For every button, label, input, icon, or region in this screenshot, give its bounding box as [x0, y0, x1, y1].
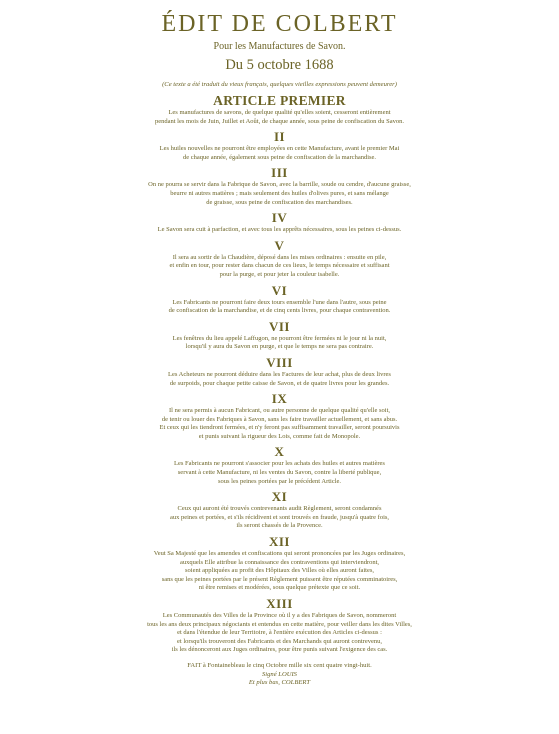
article-line: beurre ni autres matières ; mais seulement des huiles d'olives pures, et sans mélange — [170, 189, 389, 197]
article-line: Les huiles nouvelles ne pourront être employées en cette Manufacture, avant le premier Mai — [159, 145, 400, 153]
article-text — [10, 109, 549, 126]
article-number: XII — [268, 534, 290, 550]
article-line: de tenir ou louer des Fabriques à Savon, sans les faire travailler actuellement, et sans abus. — [161, 415, 398, 423]
article-line: ils les dénonceront aux Juges ordinaires, pour être punis suivant l'exigence des cas. — [171, 646, 388, 654]
article-text — [10, 226, 549, 235]
article-text — [10, 335, 549, 352]
article-line: soient appliquées au profit des Hôpitaux des Villes où elles auront faites, — [184, 567, 375, 575]
article — [10, 211, 549, 235]
article-line: lorsqu'il y aura du Savon en purge, et que le temps ne sera pas contraire. — [185, 343, 374, 351]
document-subtitle: Pour les Manufactures de Savon. — [213, 41, 346, 52]
article-text — [10, 371, 549, 388]
article-line: Il sera au sortir de la Chaudière, déposé dans les mises ordinaires : ensuite en pile, — [172, 253, 387, 261]
article-text — [10, 460, 549, 486]
bottom-fade — [0, 698, 559, 734]
translation-note: (Ce texte a été traduit du vieux français, quelques vieilles expressions peuvent demeurer) — [162, 81, 397, 88]
article-line: Le Savon sera cuit à parfaction, et avec tous les apprêts nécessaires, sous les peines ci-dessus. — [157, 226, 402, 234]
article-line: Il ne sera permis à aucun Fabricant, ou autre personne de quelque qualité qu'elle soit, — [168, 407, 390, 415]
article-line: Et ceux qui les tiendront fermées, et n'y feront pas suffisamment travailler, seront poursuivis — [159, 424, 400, 432]
article — [10, 597, 549, 655]
article-line: sous les peines portées par le précédent Article. — [217, 477, 342, 485]
article-line: pendant les mois de Juin, Juillet et Août, de chaque année, sous peine de confiscation du Savon. — [154, 117, 405, 125]
article-line: Les manufactures de savons, de quelque qualité qu'elles soient, cesseront entièrement — [168, 109, 391, 116]
article-line: de chaque année, également sous peine de confiscation de la marchandise. — [182, 153, 377, 161]
article-number: II — [273, 129, 286, 145]
article-line: de surpoids, pour chaque petite caisse de Savon, et de quatre livres pour les grandes. — [169, 379, 390, 387]
article-line: Les Fabricants ne pourront faire deux tours ensemble l'une dans l'autre, sous peine — [172, 298, 387, 306]
article — [10, 130, 549, 162]
article — [10, 284, 549, 316]
article-text — [10, 145, 549, 162]
article-line: sans que les peines portées par le présent Règlement puissent être réputées comminatoires, — [161, 575, 398, 583]
article-number: XIII — [266, 596, 293, 611]
article-line: Les Communautés des Villes de la Province où il y a des Fabriques de Savon, nommeront — [162, 612, 397, 619]
article-line: tous les ans deux principaux négociants et entendus en cette matière, pour veiller dans les dites Villes, — [147, 620, 412, 628]
article-number: XI — [271, 489, 288, 505]
article-line: auxquels Elle attribue la connaissance des contraventions qui interviendront, — [179, 558, 380, 566]
article-line: ils seront chassés de la Provence. — [236, 522, 323, 530]
article-line: Ceux qui auront été trouvés contrevenants audit Règlement, seront condamnés — [177, 505, 382, 513]
article-number: V — [274, 237, 285, 253]
document-footer — [10, 662, 549, 688]
article — [10, 535, 549, 593]
article — [10, 445, 549, 486]
article-number: VIII — [266, 354, 293, 370]
article-line: de confiscation de la marchandise, et de cinq cents livres, pour chaque contravention. — [168, 307, 391, 315]
article-line: aux peines et portées, et s'ils récidivent et sont trouvés en fraude, jusqu'à quatre fois, — [169, 513, 390, 521]
footer-place-date: FAIT à Fontainebleau le cinq Octobre mille six cent quatre vingt-huit. — [187, 661, 372, 669]
article — [10, 93, 549, 126]
article-number: IX — [271, 391, 288, 407]
article-line: et punis suivant la rigueur des Lois, comme fait de Monopole. — [198, 432, 361, 440]
article-number: X — [274, 444, 285, 460]
article-text — [10, 299, 549, 316]
article-text — [10, 505, 549, 531]
article-number: IV — [271, 210, 288, 226]
article-line: et lorsqu'ils trouveront des Fabricants et des Marchands qui auront contrevenu, — [177, 637, 382, 645]
article-line: et enfin en tour, pour rester dans chacun de ces lieux, le temps nécessaire et suffisant — [169, 262, 390, 270]
article-line: de graisse, sous peine de confiscation des marchandises. — [206, 198, 353, 206]
article-number: VII — [268, 318, 290, 334]
article-line: Veut Sa Majesté que les amendes et confiscations qui seront prononcées par les Juges ordinaires, — [153, 550, 406, 558]
article-text — [10, 181, 549, 207]
article-line: pour la purge, et pour jeter la couleur isabelle. — [219, 270, 340, 278]
article — [10, 356, 549, 388]
article-number: VI — [271, 282, 288, 298]
footer-countersignature: Et plus bas, COLBERT — [248, 679, 311, 687]
footer-signature: Signé LOUIS — [262, 670, 297, 678]
articles-list — [10, 93, 549, 655]
article-line: ni être remises et modérées, sous quelque prétexte que ce soit. — [198, 584, 361, 592]
article — [10, 166, 549, 207]
article-line: et dans l'étendue de leur Territoire, à l'entière exécution des Articles ci-dessus : — [177, 629, 382, 637]
article-text — [10, 612, 549, 655]
article-line: Les Fabricants ne pourront s'associer pour les achats des huiles et autres matières — [174, 460, 385, 468]
article-number: ARTICLE PREMIER — [213, 93, 346, 108]
article-line: Les Acheteurs ne pourront déduire dans les Factures de leur achat, plus de deux livres — [168, 370, 391, 378]
article-text — [10, 254, 549, 280]
article — [10, 320, 549, 352]
article-line: servant à cette Manufacture, ni les ventes du Savon, contre la liberté publique, — [177, 469, 382, 477]
article-text — [10, 550, 549, 593]
document-date: Du 5 octobre 1688 — [225, 57, 334, 73]
article-number: III — [271, 165, 288, 181]
article-line: Les fenêtres du lieu appelé Laffugon, ne pourront être fermées ni le jour ni la nuit, — [172, 334, 387, 342]
document-title: ÉDIT DE COLBERT — [161, 11, 398, 37]
article — [10, 239, 549, 280]
article — [10, 392, 549, 441]
article-line: On ne pourra se servir dans la Fabrique de Savon, avec la barrille, soude ou cendre, d'aucune graisse, — [148, 181, 411, 189]
article-text — [10, 407, 549, 441]
article — [10, 490, 549, 531]
